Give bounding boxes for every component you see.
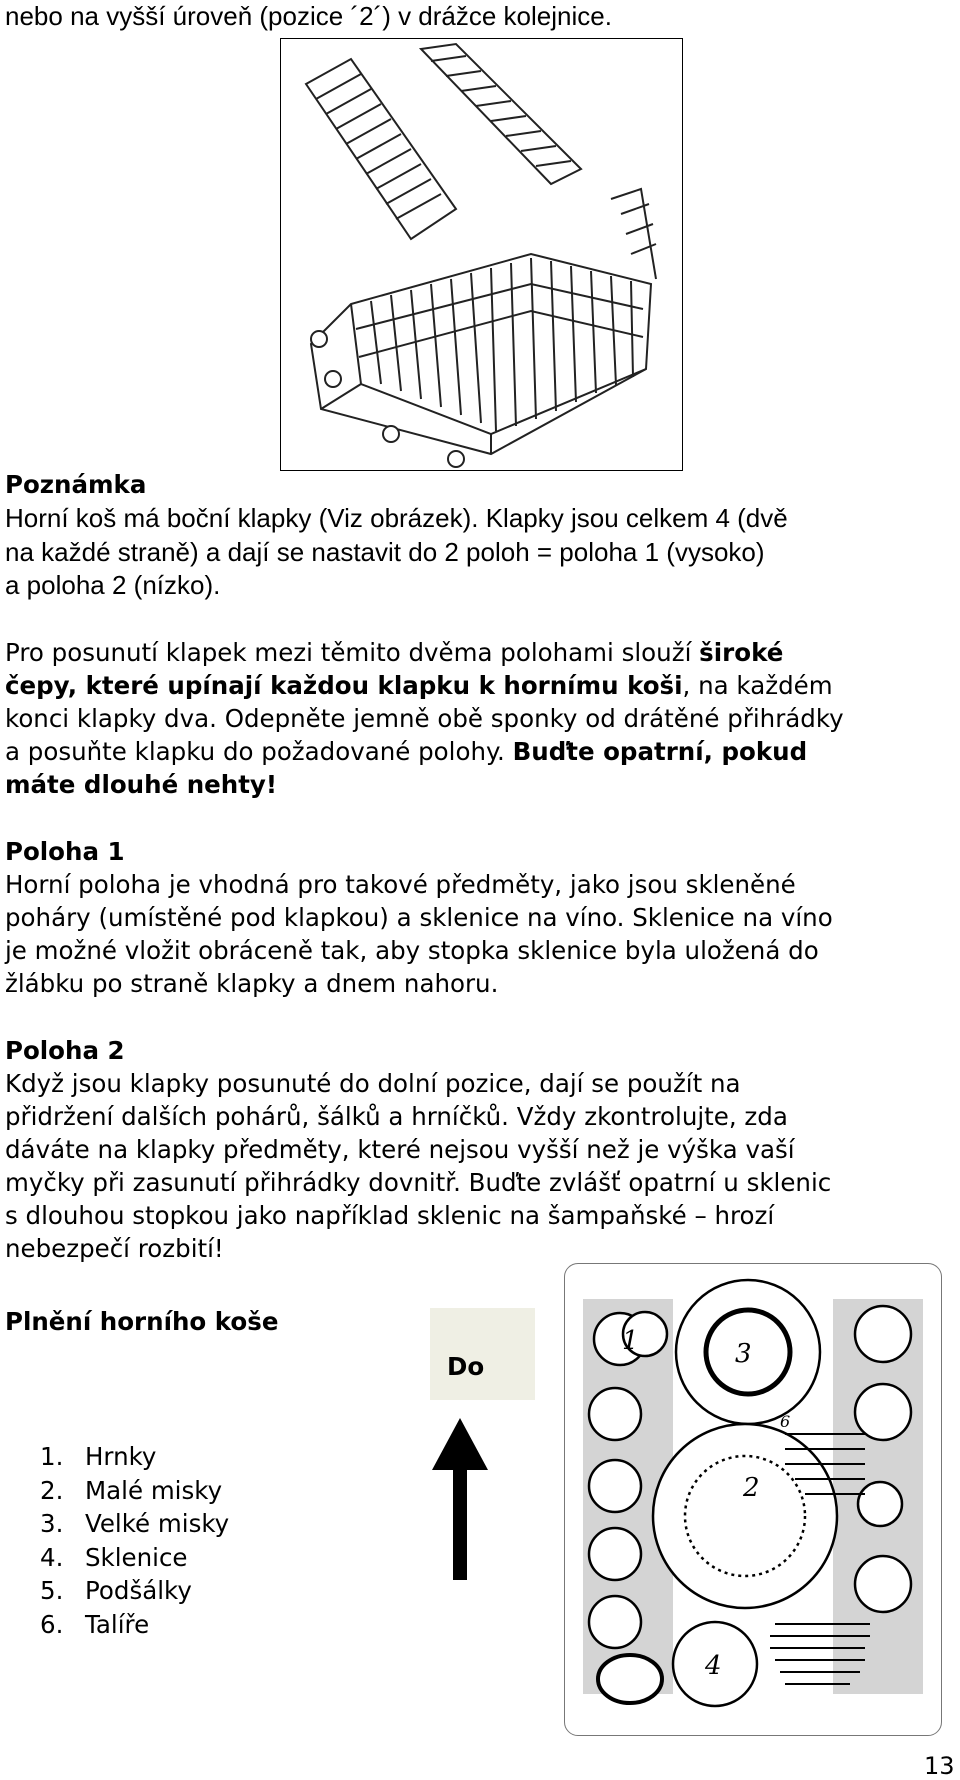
poloha2-line-6: nebezpečí rozbití! bbox=[5, 1234, 224, 1263]
para2-line-4: a posuňte klapku do požadované polohy. Buďte opatrní, pokud bbox=[5, 737, 808, 766]
para2-line-2: čepy, které upínají každou klapku k hornímu koši, na každém bbox=[5, 671, 833, 700]
upper-basket-illustration bbox=[281, 39, 682, 470]
para2-line-5: máte dlouhé nehty! bbox=[5, 770, 278, 799]
note-heading: Poznámka bbox=[5, 470, 147, 499]
loading-diagram bbox=[564, 1263, 942, 1736]
list-item: 4. Sklenice bbox=[40, 1542, 188, 1572]
poloha2-line-5: s dlouhou stopkou jako například sklenic na šampaňské – hrozí bbox=[5, 1201, 775, 1230]
direction-label: Do bbox=[447, 1352, 485, 1381]
note-line-2: na každé straně) a dají se nastavit do 2 poloh = poloha 1 (vysoko) bbox=[5, 537, 765, 567]
note-line-3: a poloha 2 (nízko). bbox=[5, 570, 221, 600]
up-arrow-icon bbox=[432, 1418, 488, 1584]
list-item: 3. Velké misky bbox=[40, 1509, 230, 1539]
poloha1-line-3: je možné vložit obráceně tak, aby stopka sklenice byla uložená do bbox=[5, 936, 819, 965]
list-item: 5. Podšálky bbox=[40, 1576, 192, 1606]
diagram-number: 3 bbox=[735, 1339, 752, 1369]
list-item: 2. Malé misky bbox=[40, 1475, 223, 1505]
direction-label-box bbox=[430, 1308, 535, 1400]
diagram-number: 2 bbox=[743, 1473, 760, 1503]
upper-basket-figure bbox=[280, 38, 683, 471]
loading-diagram-illustration bbox=[565, 1264, 941, 1735]
poloha2-line-3: dáváte na klapky předměty, které nejsou vyšší než je výška vaší bbox=[5, 1135, 795, 1164]
list-item: 6. Talíře bbox=[40, 1609, 150, 1639]
poloha2-line-1: Když jsou klapky posunuté do dolní pozice, dají se použít na bbox=[5, 1069, 741, 1098]
para2-line-1: Pro posunutí klapek mezi těmito dvěma polohami slouží široké bbox=[5, 638, 784, 667]
loading-items-list bbox=[40, 1440, 229, 1642]
poloha2-line-2: přidržení dalších pohárů, šálků a hrníčků. Vždy zkontrolujte, zda bbox=[5, 1102, 788, 1131]
poloha2-heading: Poloha 2 bbox=[5, 1036, 125, 1065]
page-number: 13 bbox=[924, 1752, 955, 1780]
diagram-number: 1 bbox=[622, 1326, 639, 1356]
glass-5 bbox=[598, 1655, 662, 1703]
list-item: 1. Hrnky bbox=[40, 1442, 157, 1471]
poloha1-line-1: Horní poloha je vhodná pro takové předměty, jako jsou skleněné bbox=[5, 870, 796, 899]
poloha2-line-4: myčky při zasunutí přihrádky dovnitř. Buďte zvlášť opatrní u sklenic bbox=[5, 1168, 832, 1197]
note-line-1: Horní koš má boční klapky (Viz obrázek). Klapky jsou celkem 4 (dvě bbox=[5, 503, 788, 533]
diagram-number: 4 bbox=[705, 1651, 722, 1681]
intro-line: nebo na vyšší úroveň (pozice ´2´) v drážce kolejnice. bbox=[5, 1, 612, 31]
diagram-number: 6 bbox=[780, 1412, 791, 1431]
loading-heading: Plnění horního koše bbox=[5, 1307, 279, 1336]
poloha1-line-2: poháry (umístěné pod klapkou) a sklenice na víno. Sklenice na víno bbox=[5, 903, 833, 932]
poloha1-heading: Poloha 1 bbox=[5, 837, 125, 866]
poloha1-line-4: žlábku po straně klapky a dnem nahoru. bbox=[5, 969, 499, 998]
para2-line-3: konci klapky dva. Odepněte jemně obě sponky od drátěné přihrádky bbox=[5, 704, 844, 733]
